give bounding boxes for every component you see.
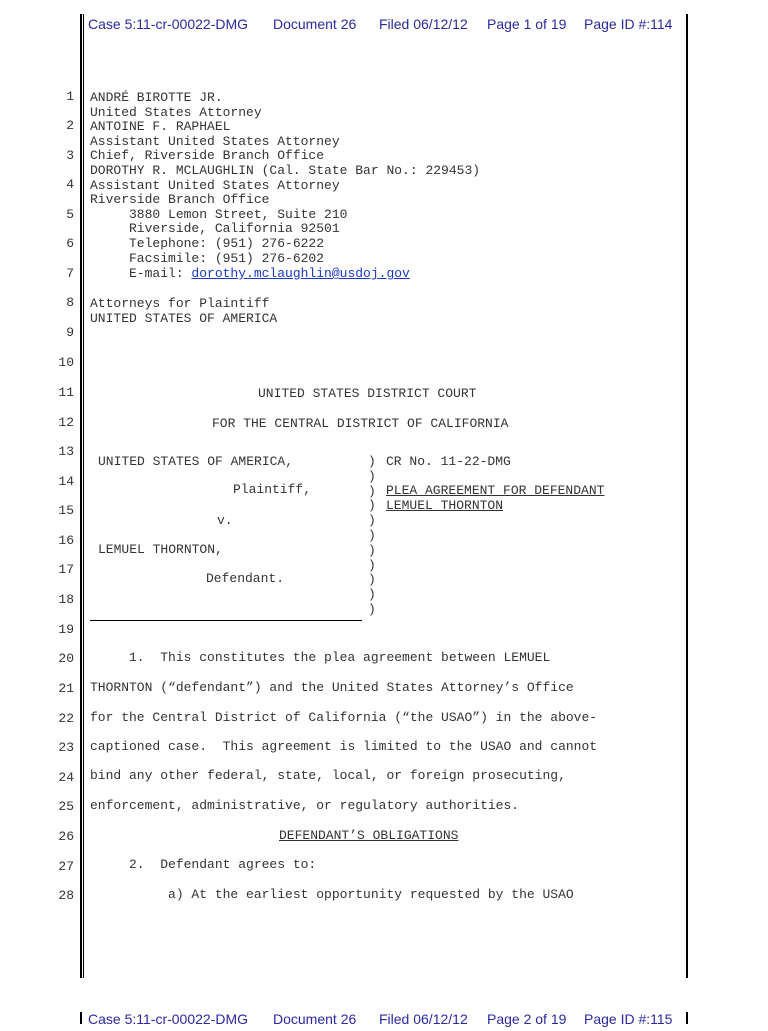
- header-document: Document 26: [273, 16, 357, 32]
- line-number: 26: [58, 829, 74, 844]
- attorney-block-line: 3880 Lemon Street, Suite 210: [90, 206, 348, 222]
- caption-paren: ): [368, 557, 376, 573]
- body-line: for the Central District of California (“the USAO”) in the above-: [90, 710, 598, 725]
- next-page-header: [85, 1011, 685, 1031]
- line-number: 10: [58, 355, 74, 370]
- section-heading: DEFENDANT’S OBLIGATIONS: [279, 828, 459, 843]
- case-number: CR No. 11-22-DMG: [386, 454, 511, 469]
- attorney-block-line: ANTOINE F. RAPHAEL: [90, 119, 231, 135]
- line-number: 23: [58, 740, 74, 755]
- left-margin-rule-inner: [83, 14, 84, 978]
- line-number: 27: [58, 859, 74, 874]
- caption-paren: ): [368, 528, 376, 543]
- line-number: 22: [58, 711, 74, 726]
- line-number: 8: [66, 295, 74, 310]
- attorney-block-line: Assistant United States Attorney: [90, 133, 340, 149]
- attorney-block-line: United States Attorney: [90, 104, 262, 120]
- body-line: enforcement, administrative, or regulatory authorities.: [90, 798, 520, 813]
- attorney-block-line: DOROTHY R. MCLAUGHLIN (Cal. State Bar No.: 229453): [90, 162, 481, 178]
- body-line: bind any other federal, state, local, or foreign prosecuting,: [90, 768, 566, 783]
- attorney-block-line: Telephone: (951) 276-6222: [90, 235, 325, 251]
- header-filed: Filed 06/12/12: [379, 16, 468, 32]
- line-number: 19: [58, 622, 74, 637]
- body-line: THORNTON (“defendant”) and the United States Attorney’s Office: [90, 680, 574, 695]
- attorney-block-line: Riverside Branch Office: [90, 192, 270, 208]
- caption-plaintiff: UNITED STATES OF AMERICA,: [98, 454, 294, 469]
- attorney-block-line: ANDRÉ BIROTTE JR.: [90, 90, 223, 105]
- line-number: 7: [66, 266, 74, 281]
- caption-paren: ): [368, 454, 376, 469]
- caption-paren: ): [368, 483, 376, 499]
- line-number: 13: [58, 444, 74, 459]
- email-link[interactable]: dorothy.mclaughlin@usdoj.gov: [191, 266, 410, 281]
- line-number: 25: [58, 799, 74, 814]
- attorney-block-line: Chief, Riverside Branch Office: [90, 148, 325, 164]
- body-line: captioned case. This agreement is limited to the USAO and cannot: [90, 739, 598, 754]
- attorney-block: [90, 90, 480, 265]
- line-number: 17: [58, 562, 74, 577]
- caption-paren: ): [368, 602, 376, 617]
- line-number: 4: [66, 177, 74, 192]
- caption-versus: v.: [217, 513, 233, 528]
- next-header-page-id: Page ID #:115: [584, 1011, 673, 1027]
- caption-defendant: LEMUEL THORNTON,: [98, 542, 223, 557]
- attorney-block-line: Facsimile: (951) 276-6202: [90, 250, 325, 266]
- line-number: 9: [66, 325, 74, 340]
- line-number: 20: [58, 651, 74, 666]
- next-page-right-rule: [686, 1012, 688, 1024]
- court-district: FOR THE CENTRAL DISTRICT OF CALIFORNIA: [212, 416, 509, 431]
- next-header-page: Page 2 of 19: [487, 1011, 567, 1027]
- document-title-line-1: PLEA AGREEMENT FOR DEFENDANT: [386, 483, 605, 498]
- left-margin-rule-outer: [80, 14, 82, 978]
- body-line: 1. This constitutes the plea agreement between LEMUEL: [90, 650, 551, 665]
- header-page-id: Page ID #:114: [584, 16, 673, 32]
- line-number: 16: [58, 533, 74, 548]
- next-header-filed: Filed 06/12/12: [379, 1011, 468, 1027]
- filing-header: [85, 16, 685, 36]
- line-number: 15: [58, 503, 74, 518]
- caption-paren: ): [368, 542, 376, 558]
- line-number: 5: [66, 207, 74, 222]
- next-page-left-rule: [80, 1012, 82, 1024]
- court-name: UNITED STATES DISTRICT COURT: [258, 386, 477, 401]
- line-number: 28: [58, 888, 74, 903]
- document-title-line-2: LEMUEL THORNTON: [386, 498, 504, 513]
- caption-paren: ): [368, 572, 376, 588]
- line-number: 3: [66, 148, 74, 163]
- line-number: 18: [58, 592, 74, 607]
- line-number: 24: [58, 770, 74, 785]
- attorney-block-line: Assistant United States Attorney: [90, 177, 340, 193]
- caption-paren: ): [368, 468, 376, 484]
- email-label: E-mail:: [90, 266, 192, 281]
- right-margin-rule: [686, 14, 688, 978]
- obligation-a: a) At the earliest opportunity requested by the USAO: [90, 887, 574, 902]
- caption-underline: [90, 620, 362, 621]
- attorneys-for-line-1: Attorneys for Plaintiff: [90, 296, 270, 311]
- line-number: 1: [66, 89, 74, 104]
- obligation-intro: 2. Defendant agrees to:: [90, 857, 317, 872]
- attorney-block-line: Riverside, California 92501: [90, 221, 340, 237]
- caption-plaintiff-role: Plaintiff,: [233, 482, 312, 497]
- next-header-case: Case 5:11-cr-00022-DMG: [88, 1011, 249, 1027]
- line-number: 12: [58, 415, 74, 430]
- header-case: Case 5:11-cr-00022-DMG: [88, 16, 249, 32]
- attorneys-for-line-2: UNITED STATES OF AMERICA: [90, 311, 278, 326]
- line-number: 21: [58, 681, 74, 696]
- next-header-document: Document 26: [273, 1011, 357, 1027]
- caption-defendant-role: Defendant.: [206, 571, 285, 586]
- line-number: 14: [58, 474, 74, 489]
- caption-paren: ): [368, 587, 376, 603]
- line-number: 2: [66, 118, 74, 133]
- line-number: 6: [66, 236, 74, 251]
- line-number: 11: [58, 385, 74, 400]
- email-line: [90, 266, 410, 281]
- header-page: Page 1 of 19: [487, 16, 567, 32]
- caption-paren: ): [368, 513, 376, 529]
- caption-paren: ): [368, 498, 376, 514]
